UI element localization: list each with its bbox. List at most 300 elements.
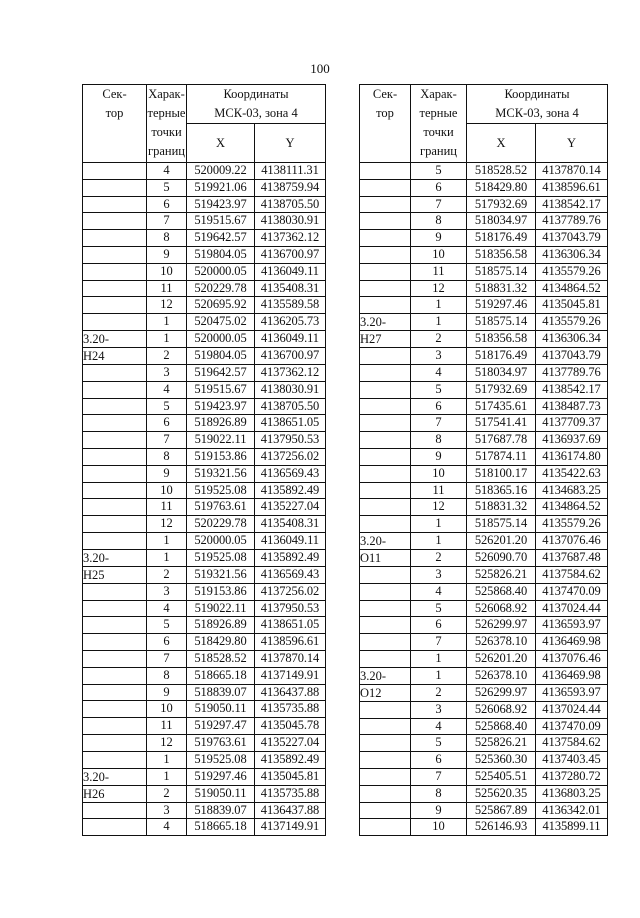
table-row bbox=[360, 752, 608, 769]
table-row bbox=[360, 348, 608, 365]
table-body-right bbox=[360, 163, 608, 836]
y-coordinate: 4137256.02 bbox=[255, 583, 326, 600]
sector-cell bbox=[83, 634, 147, 651]
y-coordinate: 4136306.34 bbox=[536, 331, 608, 348]
table-row bbox=[360, 701, 608, 718]
sector-cell bbox=[83, 381, 147, 398]
x-coordinate: 517435.61 bbox=[467, 398, 536, 415]
point-number: 7 bbox=[411, 196, 467, 213]
sector-cell bbox=[360, 718, 411, 735]
y-coordinate: 4137870.14 bbox=[255, 650, 326, 667]
sector-cell: 3.20- bbox=[360, 532, 411, 549]
table-row bbox=[83, 701, 326, 718]
table-row bbox=[360, 667, 608, 684]
sector-cell bbox=[83, 448, 147, 465]
y-coordinate: 4138759.94 bbox=[255, 179, 326, 196]
table-row bbox=[83, 566, 326, 583]
point-number: 6 bbox=[411, 398, 467, 415]
table-row bbox=[360, 381, 608, 398]
header-coords-line2: МСК-03, зона 4 bbox=[214, 106, 298, 120]
point-number: 3 bbox=[411, 701, 467, 718]
y-coordinate: 4137403.45 bbox=[536, 752, 608, 769]
y-coordinate: 4137470.09 bbox=[536, 583, 608, 600]
point-number: 12 bbox=[411, 280, 467, 297]
table-row bbox=[83, 465, 326, 482]
point-number: 1 bbox=[411, 516, 467, 533]
x-coordinate: 518839.07 bbox=[187, 684, 255, 701]
sector-cell bbox=[360, 163, 411, 180]
x-coordinate: 519153.86 bbox=[187, 583, 255, 600]
table-row bbox=[360, 432, 608, 449]
point-number: 5 bbox=[147, 398, 187, 415]
sector-cell bbox=[83, 718, 147, 735]
x-coordinate: 519153.86 bbox=[187, 448, 255, 465]
y-coordinate: 4135045.81 bbox=[255, 768, 326, 785]
header-sector-line1: Сек- bbox=[102, 87, 127, 101]
sector-cell bbox=[83, 751, 147, 768]
point-number: 12 bbox=[147, 297, 187, 314]
sector-cell bbox=[83, 432, 147, 449]
header-points-line2: терные bbox=[147, 106, 186, 120]
y-coordinate: 4137362.12 bbox=[255, 364, 326, 381]
table-row bbox=[83, 482, 326, 499]
table-row bbox=[360, 448, 608, 465]
sector-cell bbox=[83, 314, 147, 331]
point-number: 4 bbox=[411, 583, 467, 600]
point-number: 1 bbox=[411, 532, 467, 549]
header-coords-line2: МСК-03, зона 4 bbox=[495, 106, 579, 120]
point-number: 11 bbox=[147, 499, 187, 516]
coordinates-table-left bbox=[82, 84, 326, 836]
table-row bbox=[83, 398, 326, 415]
table-row bbox=[360, 583, 608, 600]
table-row bbox=[83, 516, 326, 533]
x-coordinate: 518926.89 bbox=[187, 617, 255, 634]
point-number: 3 bbox=[411, 348, 467, 365]
y-coordinate: 4138651.05 bbox=[255, 415, 326, 432]
y-coordinate: 4134683.25 bbox=[536, 482, 608, 499]
header-sector bbox=[83, 85, 147, 163]
table-row bbox=[360, 415, 608, 432]
x-coordinate: 526068.92 bbox=[467, 701, 536, 718]
y-coordinate: 4137950.53 bbox=[255, 600, 326, 617]
sector-cell bbox=[83, 482, 147, 499]
table-row bbox=[360, 516, 608, 533]
table-row bbox=[360, 785, 608, 802]
sector-cell: Н24 bbox=[83, 347, 147, 364]
point-number: 8 bbox=[411, 213, 467, 230]
table-row bbox=[83, 364, 326, 381]
y-coordinate: 4138651.05 bbox=[255, 617, 326, 634]
x-coordinate: 518365.16 bbox=[467, 482, 536, 499]
table-row bbox=[360, 196, 608, 213]
point-number: 7 bbox=[411, 415, 467, 432]
sector-cell bbox=[83, 532, 147, 549]
x-coordinate: 526090.70 bbox=[467, 549, 536, 566]
sector-cell bbox=[360, 398, 411, 415]
sector-cell bbox=[360, 819, 411, 836]
table-row bbox=[83, 734, 326, 751]
x-coordinate: 518831.32 bbox=[467, 499, 536, 516]
x-coordinate: 526299.97 bbox=[467, 617, 536, 634]
point-number: 10 bbox=[147, 263, 187, 280]
point-number: 10 bbox=[411, 465, 467, 482]
table-row bbox=[360, 650, 608, 667]
y-coordinate: 4136700.97 bbox=[255, 246, 326, 263]
x-coordinate: 520000.05 bbox=[187, 330, 255, 347]
y-coordinate: 4138030.91 bbox=[255, 381, 326, 398]
x-coordinate: 525826.21 bbox=[467, 735, 536, 752]
y-coordinate: 4136593.97 bbox=[536, 684, 608, 701]
x-coordinate: 519423.97 bbox=[187, 196, 255, 213]
sector-cell bbox=[360, 617, 411, 634]
header-coords-line1: Координаты bbox=[504, 87, 570, 101]
x-coordinate: 519297.46 bbox=[187, 768, 255, 785]
table-row bbox=[360, 532, 608, 549]
point-number: 1 bbox=[411, 314, 467, 331]
point-number: 12 bbox=[147, 734, 187, 751]
point-number: 8 bbox=[147, 230, 187, 247]
y-coordinate: 4137076.46 bbox=[536, 532, 608, 549]
x-coordinate: 518839.07 bbox=[187, 802, 255, 819]
sector-cell bbox=[83, 246, 147, 263]
x-coordinate: 525868.40 bbox=[467, 718, 536, 735]
x-coordinate: 518575.14 bbox=[467, 314, 536, 331]
y-coordinate: 4138111.31 bbox=[255, 163, 326, 180]
x-coordinate: 519515.67 bbox=[187, 381, 255, 398]
table-row bbox=[83, 280, 326, 297]
x-coordinate: 518356.58 bbox=[467, 246, 536, 263]
table-row bbox=[83, 499, 326, 516]
point-number: 3 bbox=[147, 364, 187, 381]
point-number: 7 bbox=[147, 213, 187, 230]
point-number: 7 bbox=[411, 634, 467, 651]
table-row bbox=[83, 448, 326, 465]
x-coordinate: 526299.97 bbox=[467, 684, 536, 701]
y-coordinate: 4136469.98 bbox=[536, 634, 608, 651]
table-row bbox=[83, 650, 326, 667]
table-row bbox=[83, 684, 326, 701]
table-row bbox=[360, 179, 608, 196]
x-coordinate: 518665.18 bbox=[187, 667, 255, 684]
table-row bbox=[360, 364, 608, 381]
y-coordinate: 4136049.11 bbox=[255, 263, 326, 280]
coordinates-table-right bbox=[359, 84, 608, 836]
x-coordinate: 526378.10 bbox=[467, 634, 536, 651]
y-coordinate: 4136569.43 bbox=[255, 566, 326, 583]
sector-cell bbox=[83, 701, 147, 718]
table-row bbox=[83, 583, 326, 600]
x-coordinate: 519297.46 bbox=[467, 297, 536, 314]
header-coords-line1: Координаты bbox=[223, 87, 289, 101]
sector-cell: 3.20- bbox=[83, 768, 147, 785]
point-number: 11 bbox=[147, 280, 187, 297]
y-coordinate: 4137950.53 bbox=[255, 432, 326, 449]
table-row bbox=[360, 213, 608, 230]
y-coordinate: 4136569.43 bbox=[255, 465, 326, 482]
point-number: 9 bbox=[411, 230, 467, 247]
y-coordinate: 4136437.88 bbox=[255, 684, 326, 701]
x-coordinate: 519763.61 bbox=[187, 734, 255, 751]
y-coordinate: 4137149.91 bbox=[255, 667, 326, 684]
y-coordinate: 4137362.12 bbox=[255, 230, 326, 247]
x-coordinate: 526201.20 bbox=[467, 650, 536, 667]
sector-cell bbox=[83, 465, 147, 482]
y-coordinate: 4135579.26 bbox=[536, 314, 608, 331]
header-y: Y bbox=[536, 124, 608, 163]
x-coordinate: 519515.67 bbox=[187, 213, 255, 230]
table-row bbox=[360, 297, 608, 314]
table-row bbox=[360, 246, 608, 263]
sector-cell bbox=[360, 196, 411, 213]
sector-cell bbox=[83, 297, 147, 314]
point-number: 6 bbox=[147, 196, 187, 213]
sector-cell: 3.20- bbox=[360, 314, 411, 331]
header-points-line4: границ bbox=[148, 144, 185, 158]
table-row bbox=[83, 297, 326, 314]
x-coordinate: 518926.89 bbox=[187, 415, 255, 432]
point-number: 7 bbox=[147, 432, 187, 449]
y-coordinate: 4134864.52 bbox=[536, 499, 608, 516]
x-coordinate: 519642.57 bbox=[187, 364, 255, 381]
header-y: Y bbox=[255, 124, 326, 163]
sector-cell bbox=[360, 583, 411, 600]
x-coordinate: 517541.41 bbox=[467, 415, 536, 432]
point-number: 1 bbox=[147, 768, 187, 785]
y-coordinate: 4137280.72 bbox=[536, 768, 608, 785]
y-coordinate: 4136593.97 bbox=[536, 617, 608, 634]
sector-cell: Н26 bbox=[83, 785, 147, 802]
x-coordinate: 517687.78 bbox=[467, 432, 536, 449]
point-number: 3 bbox=[147, 583, 187, 600]
table-row bbox=[360, 465, 608, 482]
y-coordinate: 4136049.11 bbox=[255, 532, 326, 549]
y-coordinate: 4135899.11 bbox=[536, 819, 608, 836]
point-number: 4 bbox=[147, 600, 187, 617]
y-coordinate: 4136174.80 bbox=[536, 448, 608, 465]
table-row bbox=[360, 684, 608, 701]
table-row bbox=[360, 331, 608, 348]
y-coordinate: 4138596.61 bbox=[536, 179, 608, 196]
y-coordinate: 4135892.49 bbox=[255, 751, 326, 768]
x-coordinate: 517932.69 bbox=[467, 381, 536, 398]
table-row bbox=[360, 398, 608, 415]
table-row bbox=[83, 768, 326, 785]
point-number: 2 bbox=[411, 549, 467, 566]
x-coordinate: 519525.08 bbox=[187, 549, 255, 566]
sector-cell bbox=[83, 516, 147, 533]
x-coordinate: 518575.14 bbox=[467, 263, 536, 280]
x-coordinate: 525826.21 bbox=[467, 566, 536, 583]
y-coordinate: 4136049.11 bbox=[255, 330, 326, 347]
sector-cell bbox=[360, 735, 411, 752]
sector-cell bbox=[360, 179, 411, 196]
header-points-line3: точки bbox=[423, 125, 454, 139]
y-coordinate: 4138596.61 bbox=[255, 634, 326, 651]
sector-cell bbox=[360, 230, 411, 247]
point-number: 10 bbox=[411, 819, 467, 836]
point-number: 6 bbox=[147, 415, 187, 432]
table-row bbox=[360, 802, 608, 819]
table-row bbox=[83, 549, 326, 566]
point-number: 1 bbox=[411, 667, 467, 684]
table-row bbox=[360, 768, 608, 785]
sector-cell bbox=[360, 785, 411, 802]
sector-cell bbox=[83, 263, 147, 280]
sector-cell bbox=[360, 263, 411, 280]
point-number: 10 bbox=[147, 482, 187, 499]
sector-cell bbox=[360, 448, 411, 465]
table-row bbox=[83, 347, 326, 364]
table-row bbox=[360, 482, 608, 499]
x-coordinate: 518176.49 bbox=[467, 348, 536, 365]
table-body-left bbox=[83, 163, 326, 836]
table-row bbox=[83, 196, 326, 213]
point-number: 2 bbox=[411, 331, 467, 348]
x-coordinate: 519525.08 bbox=[187, 751, 255, 768]
point-number: 12 bbox=[411, 499, 467, 516]
sector-cell bbox=[360, 415, 411, 432]
sector-cell bbox=[83, 617, 147, 634]
x-coordinate: 518528.52 bbox=[187, 650, 255, 667]
header-sector-line2: тор bbox=[376, 106, 394, 120]
y-coordinate: 4137024.44 bbox=[536, 600, 608, 617]
point-number: 5 bbox=[147, 617, 187, 634]
y-coordinate: 4135045.78 bbox=[255, 718, 326, 735]
point-number: 3 bbox=[411, 566, 467, 583]
point-number: 6 bbox=[411, 752, 467, 769]
point-number: 11 bbox=[411, 263, 467, 280]
sector-cell bbox=[360, 566, 411, 583]
x-coordinate: 519321.56 bbox=[187, 566, 255, 583]
x-coordinate: 526146.93 bbox=[467, 819, 536, 836]
y-coordinate: 4136306.34 bbox=[536, 246, 608, 263]
y-coordinate: 4135735.88 bbox=[255, 701, 326, 718]
point-number: 2 bbox=[411, 684, 467, 701]
y-coordinate: 4136437.88 bbox=[255, 802, 326, 819]
x-coordinate: 517932.69 bbox=[467, 196, 536, 213]
table-row bbox=[83, 634, 326, 651]
sector-cell bbox=[360, 701, 411, 718]
table-row bbox=[83, 213, 326, 230]
point-number: 4 bbox=[411, 364, 467, 381]
y-coordinate: 4137043.79 bbox=[536, 230, 608, 247]
table-row bbox=[83, 785, 326, 802]
y-coordinate: 4135892.49 bbox=[255, 549, 326, 566]
header-points bbox=[147, 85, 187, 163]
table-row bbox=[83, 751, 326, 768]
header-points-line2: терные bbox=[419, 106, 458, 120]
sector-cell: 3.20- bbox=[83, 549, 147, 566]
x-coordinate: 518034.97 bbox=[467, 364, 536, 381]
x-coordinate: 519763.61 bbox=[187, 499, 255, 516]
header-points-line1: Харак- bbox=[420, 87, 457, 101]
y-coordinate: 4136700.97 bbox=[255, 347, 326, 364]
table-row bbox=[360, 163, 608, 180]
header-sector bbox=[360, 85, 411, 163]
y-coordinate: 4137470.09 bbox=[536, 718, 608, 735]
x-coordinate: 520229.78 bbox=[187, 280, 255, 297]
sector-cell bbox=[83, 179, 147, 196]
sector-cell bbox=[83, 196, 147, 213]
y-coordinate: 4137709.37 bbox=[536, 415, 608, 432]
sector-cell: 3.20- bbox=[83, 330, 147, 347]
point-number: 2 bbox=[147, 347, 187, 364]
sector-cell bbox=[360, 280, 411, 297]
x-coordinate: 518429.80 bbox=[187, 634, 255, 651]
table-row bbox=[360, 735, 608, 752]
sector-cell bbox=[83, 415, 147, 432]
table-row bbox=[360, 634, 608, 651]
point-number: 9 bbox=[147, 465, 187, 482]
table-row bbox=[83, 381, 326, 398]
x-coordinate: 518356.58 bbox=[467, 331, 536, 348]
y-coordinate: 4135408.31 bbox=[255, 280, 326, 297]
y-coordinate: 4135579.26 bbox=[536, 516, 608, 533]
x-coordinate: 519050.11 bbox=[187, 701, 255, 718]
table-row bbox=[360, 600, 608, 617]
sector-cell bbox=[360, 364, 411, 381]
sector-cell bbox=[83, 667, 147, 684]
table-row bbox=[83, 432, 326, 449]
sector-cell bbox=[360, 499, 411, 516]
page-number: 100 bbox=[310, 61, 330, 76]
sector-cell bbox=[360, 213, 411, 230]
x-coordinate: 519050.11 bbox=[187, 785, 255, 802]
x-coordinate: 525360.30 bbox=[467, 752, 536, 769]
sector-cell: Н25 bbox=[83, 566, 147, 583]
table-row bbox=[83, 263, 326, 280]
header-x: X bbox=[187, 124, 255, 163]
x-coordinate: 519297.47 bbox=[187, 718, 255, 735]
x-coordinate: 526378.10 bbox=[467, 667, 536, 684]
point-number: 1 bbox=[411, 297, 467, 314]
x-coordinate: 517874.11 bbox=[467, 448, 536, 465]
point-number: 4 bbox=[411, 718, 467, 735]
x-coordinate: 518665.18 bbox=[187, 819, 255, 836]
sector-cell bbox=[360, 381, 411, 398]
sector-cell bbox=[83, 600, 147, 617]
point-number: 6 bbox=[147, 634, 187, 651]
point-number: 7 bbox=[147, 650, 187, 667]
table-row bbox=[83, 246, 326, 263]
x-coordinate: 519423.97 bbox=[187, 398, 255, 415]
y-coordinate: 4135422.63 bbox=[536, 465, 608, 482]
point-number: 8 bbox=[411, 432, 467, 449]
y-coordinate: 4135045.81 bbox=[536, 297, 608, 314]
x-coordinate: 518528.52 bbox=[467, 163, 536, 180]
point-number: 1 bbox=[147, 549, 187, 566]
y-coordinate: 4137024.44 bbox=[536, 701, 608, 718]
header-coordinates bbox=[467, 85, 608, 124]
x-coordinate: 520009.22 bbox=[187, 163, 255, 180]
sector-cell bbox=[360, 752, 411, 769]
header-x: X bbox=[467, 124, 536, 163]
sector-cell bbox=[83, 280, 147, 297]
point-number: 6 bbox=[411, 179, 467, 196]
y-coordinate: 4137149.91 bbox=[255, 819, 326, 836]
x-coordinate: 519022.11 bbox=[187, 600, 255, 617]
sector-cell bbox=[83, 364, 147, 381]
sector-cell bbox=[83, 734, 147, 751]
x-coordinate: 518100.17 bbox=[467, 465, 536, 482]
table-row bbox=[83, 230, 326, 247]
y-coordinate: 4135735.88 bbox=[255, 785, 326, 802]
table-row bbox=[83, 617, 326, 634]
sector-cell bbox=[83, 499, 147, 516]
table-row bbox=[83, 819, 326, 836]
point-number: 9 bbox=[147, 246, 187, 263]
